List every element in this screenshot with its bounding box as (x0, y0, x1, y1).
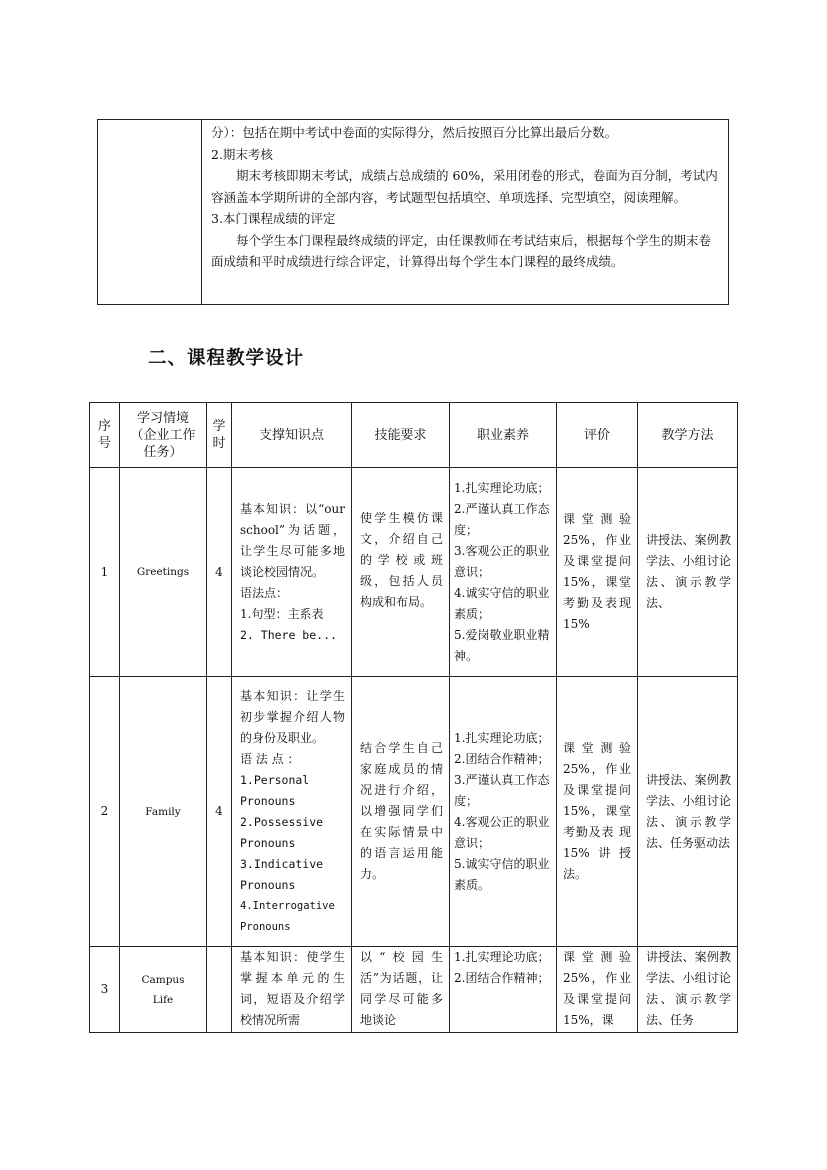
blank-label-cell (98, 120, 202, 305)
skills-text: 结合学生自己家庭成员的情况进行介绍，以增强同学们在实际情景中的语言运用能力。 (360, 741, 443, 881)
row-evaluation (557, 947, 638, 1033)
table-header-row (90, 403, 738, 468)
knowledge-line: 4.Interrogative Pronouns (240, 899, 335, 933)
literacy-line: 4.诚实守信的职业素质； (454, 585, 550, 621)
header-literacy: 职业素养 (450, 403, 557, 468)
row-methods (638, 468, 738, 677)
evaluation-text: 课堂测验25%，作业及课堂提问 15%，课堂考勤及表 现 15%讲授法。 (563, 741, 631, 881)
skills-text: 以“校园生活”为话题，让同学尽可能多地谈论 (360, 950, 443, 1027)
header-situation: 学习情境（企业工作任务） (120, 403, 207, 468)
header-knowledge: 支撑知识点 (232, 403, 352, 468)
knowledge-line: 2.Possessive Pronouns (240, 814, 324, 850)
methods-text: 讲授法、案例教学法、小组讨论法、演示教学法、任务 (646, 950, 731, 1027)
row-no: 2 (90, 677, 120, 947)
final-exam-desc: 期末考核即期末考试，成绩占总成绩的 60%，采用闭卷的形式，卷面为百分制，考试内容涵盖本学期所讲的全部内容，考试题型包括填空、单项选择、完型填空，阅读理解。 (211, 168, 718, 205)
row-situation: Greetings (120, 468, 207, 677)
row-knowledge (232, 677, 352, 947)
row-knowledge (232, 947, 352, 1033)
literacy-line: 3.严谨认真工作态度； (454, 772, 550, 808)
literacy-line: 1.扎实理论功底； (454, 950, 550, 964)
row-evaluation (557, 468, 638, 677)
evaluation-text: 课堂测验25%，作业及课堂提问 15%，课堂考勤及表现 15% (563, 512, 631, 631)
evaluation-text: 课堂测验25%，作业及课堂提问 15%，课 (563, 950, 631, 1027)
row-literacy (450, 468, 557, 677)
assessment-table-continuation (97, 119, 729, 305)
row-hours: 4 (207, 468, 232, 677)
literacy-line: 2.严谨认真工作态度； (454, 501, 550, 537)
row-situation: Family (120, 677, 207, 947)
table-row (90, 677, 738, 947)
literacy-line: 1.扎实理论功底； (454, 730, 550, 745)
literacy-line: 3.客观公正的职业意识； (454, 543, 550, 579)
header-skills: 技能要求 (352, 403, 450, 468)
midterm-continuation: 分）：包括在期中考试中卷面的实际得分，然后按照百分比算出最后分数。 (211, 125, 618, 140)
row-knowledge (232, 468, 352, 677)
row-situation: Campus Life (120, 947, 207, 1033)
final-exam-title: 2.期末考核 (211, 146, 273, 162)
knowledge-line: 语法点： (240, 585, 289, 600)
course-design-table (89, 402, 738, 1033)
row-methods (638, 947, 738, 1033)
knowledge-line: 2. There be... (240, 627, 337, 642)
literacy-line: 2.团结合作精神； (454, 971, 550, 985)
knowledge-line: 语 法 点 ： (240, 751, 300, 766)
table-row (90, 947, 738, 1033)
row-methods (638, 677, 738, 947)
knowledge-line: 1.Personal Pronouns (240, 772, 310, 808)
methods-text: 讲授法、案例教学法、小组讨论法、演示教学法、任务驱动法 (646, 772, 731, 850)
knowledge-line: 3.Indicative Pronouns (240, 856, 324, 892)
grade-eval-desc: 每个学生本门课程最终成绩的评定，由任课教师在考试结束后，根据每个学生的期末卷面成绩和平时成绩进行综合评定，计算得出每个学生本门课程的最终成绩。 (211, 232, 712, 269)
knowledge-line: 基本知识：让学生初步掌握介绍人物的身份及职业。 (240, 688, 345, 745)
knowledge-line: 1.句型：主系表 (240, 606, 324, 621)
section-heading: 二、课程教学设计 (148, 348, 305, 369)
row-skills (352, 947, 450, 1033)
literacy-line: 5.诚实守信的职业素质。 (454, 856, 550, 892)
row-literacy (450, 947, 557, 1033)
row-skills (352, 468, 450, 677)
row-no: 1 (90, 468, 120, 677)
literacy-line: 2.团结合作精神； (454, 751, 550, 766)
row-literacy (450, 677, 557, 947)
row-skills (352, 677, 450, 947)
knowledge-line: 基本知识：使学生掌握本单元的生词，短语及介绍学校情况所需 (240, 950, 345, 1027)
skills-text: 使学生模仿课文，介绍自己的学校或班级，包括人员构成和布局。 (360, 511, 443, 609)
literacy-line: 1.扎实理论功底； (454, 480, 550, 495)
literacy-line: 4.客观公正的职业意识； (454, 814, 550, 850)
knowledge-line: 基本知识：以“our school”为话题，让学生尽可能多地谈论校园情况。 (240, 501, 345, 579)
header-no: 序号 (90, 403, 120, 468)
row-evaluation (557, 677, 638, 947)
header-methods: 教学方法 (638, 403, 738, 468)
methods-text: 讲授法、案例教学法、小组讨论法、演示教学法、 (646, 533, 731, 610)
table-row (90, 468, 738, 677)
header-evaluation: 评价 (557, 403, 638, 468)
header-hours: 学时 (207, 403, 232, 468)
row-no: 3 (90, 947, 120, 1033)
assessment-text-cell (202, 120, 729, 305)
row-hours: 4 (207, 677, 232, 947)
literacy-line: 5.爱岗敬业职业精神。 (454, 627, 550, 663)
row-hours (207, 947, 232, 1033)
grade-eval-title: 3.本门课程成绩的评定 (211, 211, 336, 226)
